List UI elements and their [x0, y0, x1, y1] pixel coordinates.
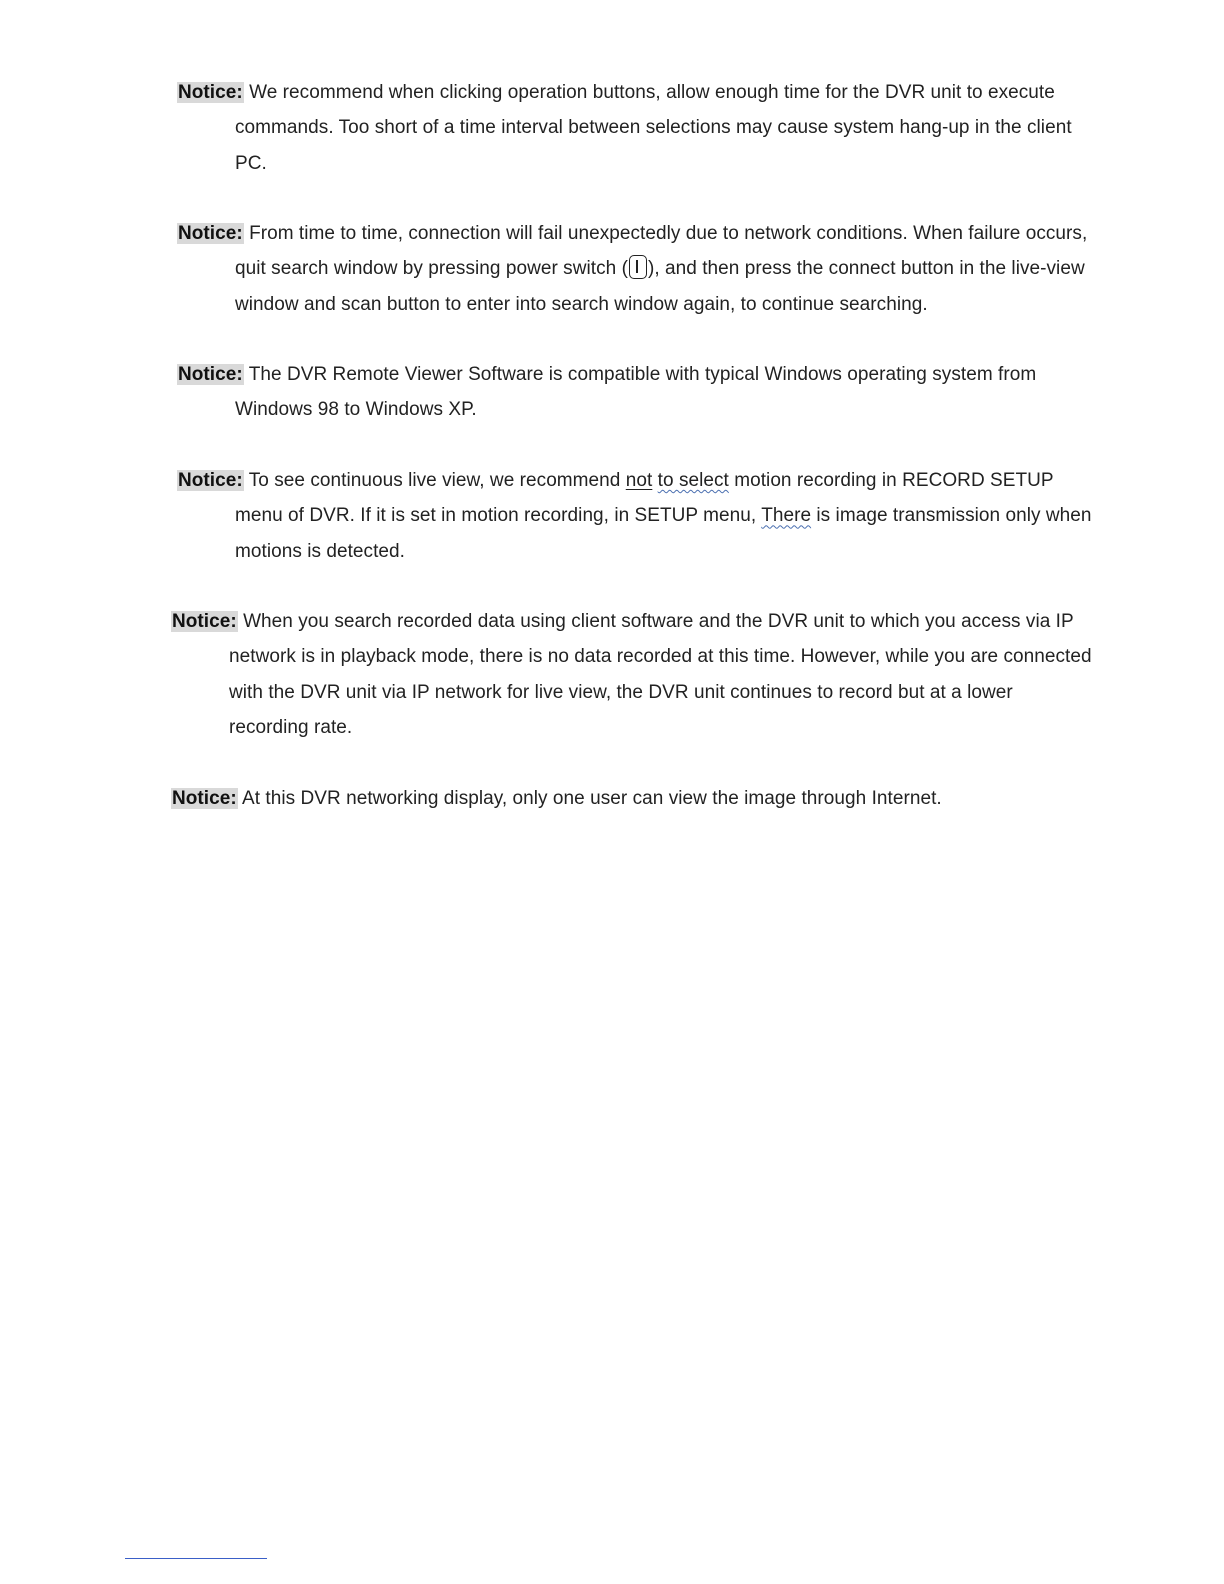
notice-text: At this DVR networking display, only one user can view the image through Internet. [237, 788, 942, 809]
notice-text: The DVR Remote Viewer Software is compatible with typical Windows operating system from Windows 98 to Windows XP. [235, 364, 1037, 421]
notice-text: To see continuous live view, we recommend [243, 470, 626, 491]
notice-label: Notice: [172, 788, 237, 809]
notice-label: Notice: [172, 611, 237, 632]
notice-text: ), and then press the connect button in the live-view window and scan button to enter into search window again, to continue searching. [235, 258, 1085, 315]
notice-text: From time to time, connection will fail unexpectedly due to network conditions. When failure occurs, quit search window by pressing power switch ( [235, 223, 1088, 280]
notice-execute-commands [177, 75, 1097, 181]
underlined-word: not [625, 470, 653, 491]
notice-text: motion recording in RECORD SETUP menu of DVR. If it is set in motion recording, in SETUP menu, [235, 470, 1054, 527]
power-switch-icon [629, 255, 647, 279]
notice-label: Notice: [178, 82, 243, 103]
notice-label: Notice: [178, 470, 243, 491]
spellcheck-flagged-text: There [761, 505, 812, 527]
notice-connection-failure [177, 216, 1097, 322]
notice-windows-compatibility [177, 357, 1097, 428]
footnote-separator [125, 1558, 267, 1559]
notice-label: Notice: [178, 364, 243, 385]
notice-playback-mode [171, 604, 1097, 745]
spellcheck-flagged-text: to select [657, 470, 729, 491]
notice-text: When you search recorded data using client software and the DVR unit to which you access via IP network is in playback mode, there is no data recorded at this time. However, while you are connected with the DVR unit via IP network for live view, the DVR unit continues to record but at a lower recording rate. [229, 611, 1092, 738]
notice-label: Notice: [178, 223, 243, 244]
notice-text: is image transmission only when motions is detected. [235, 505, 1092, 562]
notice-text: We recommend when clicking operation buttons, allow enough time for the DVR unit to execute commands. Too short of a time interval between selections may cause system hang-up in the client PC. [235, 82, 1072, 174]
notice-single-user [171, 781, 1097, 816]
notice-continuous-live-view [177, 463, 1097, 569]
